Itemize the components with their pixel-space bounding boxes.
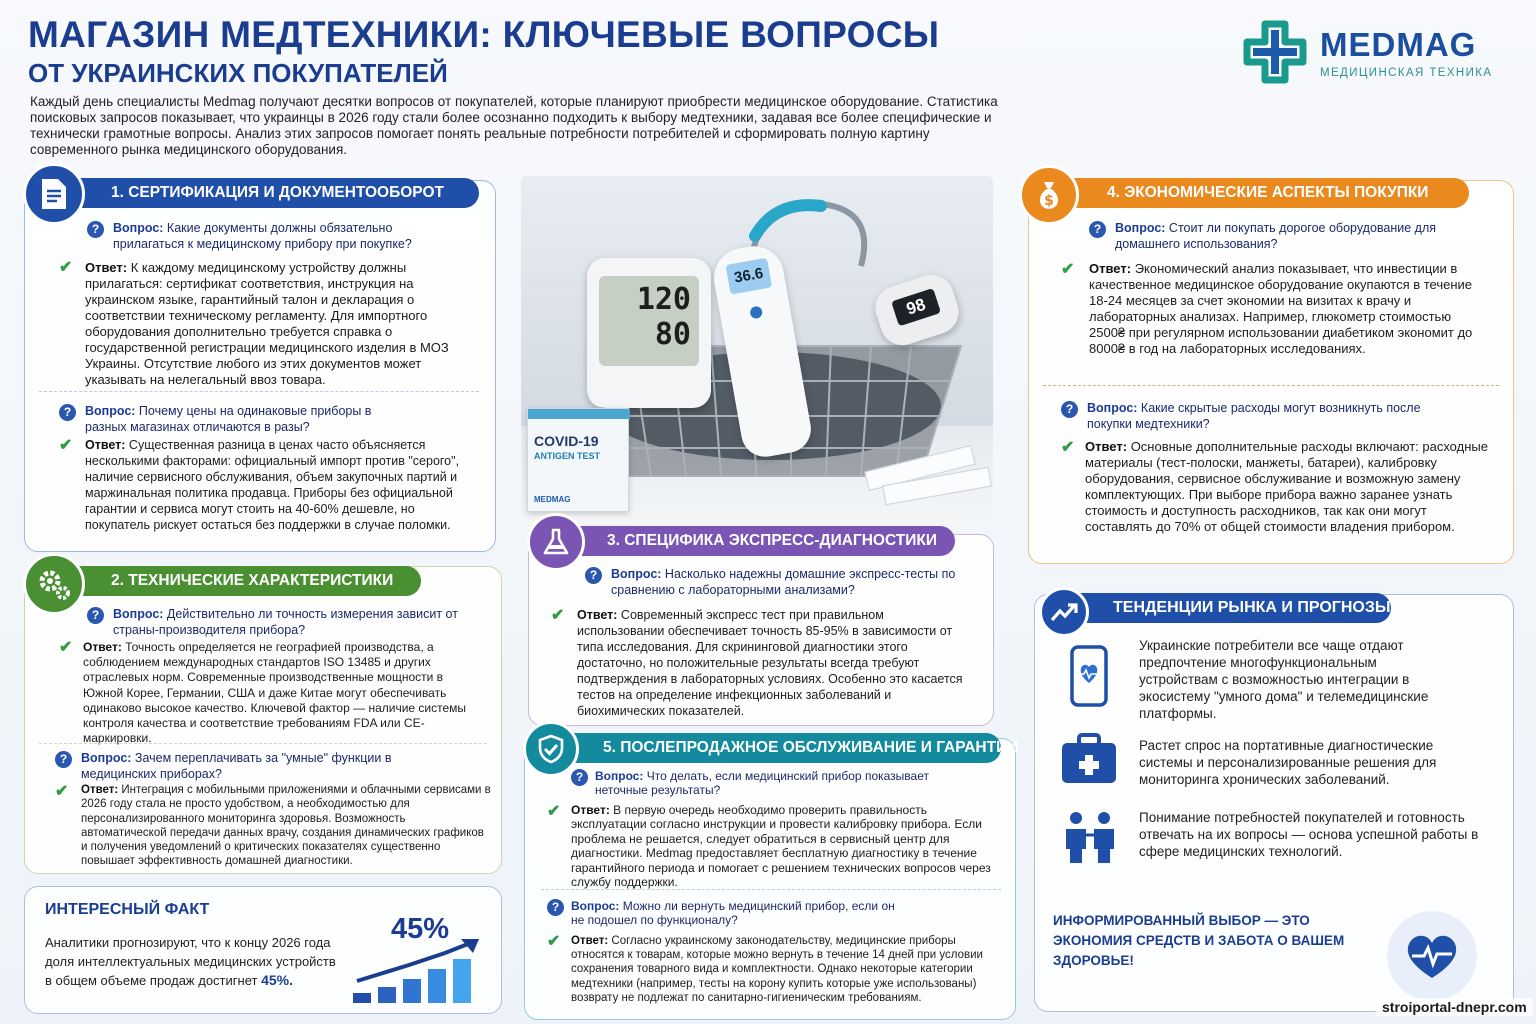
divider (1043, 385, 1499, 386)
question-label: Вопрос: (113, 607, 164, 621)
blood-pressure-monitor (587, 258, 711, 408)
section-4-question-1: Стоит ли покупать дорогое оборудование для домашнего использования? (1115, 221, 1437, 251)
logo-name: MEDMAG (1320, 26, 1477, 63)
section-5-answer-2: Согласно украинскому законодательству, медицинские приборы относятся к товарам, которые можно вернуть в течение 14 дней при условии сохранения товарного вида и комплектности. Однако некоторые категории медтехники (например, тесты на корону купить которые уже использованы) возврату не подлежат по санитарно-гигиеническим требованиям. (571, 935, 983, 1004)
question-icon: ? (547, 899, 564, 916)
question-icon: ? (55, 751, 72, 768)
check-icon: ✔ (551, 607, 565, 624)
fact-card (24, 886, 502, 1014)
thermometer-reading: 36.6 (726, 258, 773, 295)
flask-icon (527, 513, 585, 571)
section-2-title: 2. ТЕХНИЧЕСКИЕ ХАРАКТЕРИСТИКИ (69, 566, 421, 596)
section-3-answer-1: Современный экспресс тест при правильном использовании обеспечивает точность 85-95% в зависимости от типа исследования. Для скрининговой диагностики этого достаточно, но положительные результаты всегда требуют подтверждения в лабораторных условиях. Особенно это касается тестов на определение инфекционных заболеваний и биохимических показателей. (577, 608, 963, 718)
check-icon: ✔ (1061, 439, 1075, 456)
section-3-title: 3. СПЕЦИФИКА ЭКСПРЕСС-ДИАГНОСТИКИ (565, 526, 955, 556)
section-5-question-1: Что делать, если медицинский прибор показывает неточные результаты? (595, 769, 929, 797)
fact-big-number: 45% (391, 913, 450, 945)
page-title: МАГАЗИН МЕДТЕХНИКИ: КЛЮЧЕВЫЕ ВОПРОСЫ (28, 14, 940, 55)
monitor-diastolic: 80 (654, 317, 691, 352)
question-icon: ? (1089, 221, 1106, 238)
question-icon: ? (87, 221, 104, 238)
medical-cross-icon (1243, 20, 1307, 84)
question-label: Вопрос: (85, 404, 136, 418)
section-1-answer-2: Существенная разница в ценах часто объясняется несколькими факторами: официальный импорт против "серого", наличие сервисного обслуживания, объем закупочных партий и маржинальная политика продавца. Приборы без официальной гарантии и сервиса могут стоить на 40-60% дешевле, но покупатель рискует остаться без поддержки в случае поломки. (85, 438, 460, 532)
question-icon: ? (571, 769, 588, 786)
section-4-question-2: Какие скрытые расходы могут возникнуть после покупки медтехники? (1087, 401, 1421, 431)
trend-item-3: Понимание потребностей покупателей и готовность отвечать на их вопросы — основа успешной работы в сфере медицинских технологий. (1139, 810, 1479, 859)
watermark: stroiportal-dnepr.com (1376, 998, 1533, 1016)
check-icon: ✔ (547, 803, 561, 820)
section-1-question-1: Какие документы должны обязательно прилагаться к медицинскому прибору при покупке? (113, 221, 412, 251)
section-5-question-2: Можно ли вернуть медицинский прибор, если он не подошел по функционалу? (571, 899, 895, 927)
divider (39, 743, 487, 744)
monitor-systolic: 120 (636, 282, 691, 317)
trends-tagline: ИНФОРМИРОВАННЫЙ ВЫБОР — ЭТО ЭКОНОМИЯ СРЕДСТВ И ЗАБОТА О ВАШЕМ ЗДОРОВЬЕ! (1053, 913, 1345, 968)
covid-test-box (527, 408, 629, 512)
section-5-title: 5. ПОСЛЕПРОДАЖНОЕ ОБСЛУЖИВАНИЕ И ГАРАНТИИ (561, 733, 1001, 763)
svg-text:$: $ (1044, 193, 1054, 209)
question-icon: ? (59, 404, 76, 421)
answer-label: Ответ: (571, 935, 609, 947)
section-3-question-1: Насколько надежны домашние экспресс-тесты по сравнению с лабораторными анализами? (611, 567, 956, 597)
fact-body: Аналитики прогнозируют, что к концу 2026 года доля интеллектуальных медицинских устройств в общем объеме продаж достигнет (45, 935, 336, 988)
answer-label: Ответ: (83, 640, 122, 654)
answer-label: Ответ: (85, 438, 126, 452)
logo-subtitle: МЕДИЦИНСКАЯ ТЕХНИКА (1320, 67, 1493, 79)
section-1-card (24, 180, 496, 552)
gears-icon (23, 553, 85, 615)
section-2-answer-1: Точность определяется не географией производства, а соблюдением международных стандартов ISO 13485 и других отраслевых норм. Современные производственные мощности в Южной Корее, Германии, США и даже Китае могут обеспечивать одинаково высокое качество. Ключевой фактор — наличие системы контроля качества и соответствие требованиям FDA или CE-маркировки. (83, 640, 467, 746)
section-1-title: 1. СЕРТИФИКАЦИЯ И ДОКУМЕНТООБОРОТ (69, 178, 479, 208)
question-label: Вопрос: (571, 899, 620, 913)
question-label: Вопрос: (611, 567, 662, 581)
answer-label: Ответ: (577, 608, 618, 622)
section-2-answer-2: Интеграция с мобильными приложениями и облачными сервисами в 2026 году стала не просто удобством, а необходимостью для персонализированного мониторинга здоровья. Возможность автоматической передачи данных врачу, создания динамических графиков и получения уведомлений о критических показателях существенно повышает эффективность домашней диагностики. (81, 784, 491, 868)
trends-card (1034, 594, 1514, 1012)
medical-kit-icon (1059, 733, 1119, 785)
section-5-answer-1: В первую очередь необходимо проверить правильность эксплуатации согласно инструкции и провести калибровку прибора. Если проблема не решается, следует обратиться в сервисный центр для диагностики. Medmag предоставляет бесплатную диагностику в течение гарантийного периода и помогает с решением технических вопросов через службу поддержки. (571, 803, 991, 890)
section-3-card (528, 534, 994, 726)
trend-item-2: Растет спрос на портативные диагностические системы и персонализированные решения для мониторинга хронических заболеваний. (1139, 738, 1437, 787)
section-1-question-2: Почему цены на одинаковые приборы в разных магазинах отличаются в разы? (85, 404, 372, 434)
medmag-logo[interactable] (1243, 20, 1513, 82)
question-label: Вопрос: (81, 751, 132, 765)
section-1-answer-1: К каждому медицинскому устройству должны прилагаться: сертификат соответствия, инструкция на украинском языке, гарантийный талон и декларация о соответствии техническому регламенту. Для импортного оборудования дополнительно требуется справка о государственной регистрации медицинского изделия в МОЗ Украины. Отсутствие любого из этих документов может указывать на нелегальный ввоз товара. (85, 260, 449, 387)
heart-pulse-icon (1387, 911, 1477, 1001)
shield-check-icon (523, 721, 579, 777)
test-box-subtitle: ANTIGEN TEST (534, 451, 601, 461)
product-photo (521, 176, 993, 524)
fact-title: ИНТЕРЕСНЫЙ ФАКТ (45, 901, 210, 918)
section-2-question-1: Действительно ли точность измерения зависит от страны-производителя прибора? (113, 607, 458, 637)
answer-label: Ответ: (1085, 439, 1128, 454)
question-label: Вопрос: (595, 769, 644, 783)
divider (39, 391, 479, 392)
answer-label: Ответ: (1089, 261, 1132, 276)
check-icon: ✔ (547, 933, 561, 950)
question-icon: ? (585, 567, 602, 584)
check-icon: ✔ (59, 639, 73, 656)
trend-item-1: Украинские потребители все чаще отдают предпочтение многофункциональным устройствам с возможностью интеграции в экосистему "умного дома" и телемедицинские платформы. (1139, 638, 1429, 721)
check-icon: ✔ (55, 783, 69, 800)
people-icon (1061, 809, 1119, 865)
check-icon: ✔ (59, 437, 73, 454)
test-box-title: COVID-19 (534, 433, 599, 449)
growth-chart-icon (349, 939, 489, 1005)
trend-up-icon (1039, 587, 1089, 637)
oximeter-reading: 98 (891, 288, 941, 326)
check-icon: ✔ (59, 259, 73, 276)
question-icon: ? (87, 607, 104, 624)
section-4-answer-2: Основные дополнительные расходы включают: расходные материалы (тест-полоски, манжеты, батареи), калибровку оборудования, сервисное обслуживание и возможную замену комплектующих. При выборе прибора важно заранее узнать стоимость и доступность расходников, так как они могут составлять до 70% от общей стоимости владения прибором. (1085, 439, 1488, 534)
question-label: Вопрос: (113, 221, 164, 235)
fact-text (45, 933, 345, 990)
question-label: Вопрос: (1115, 221, 1166, 235)
smartphone-heart-icon (1069, 645, 1109, 707)
trends-title: ТЕНДЕНЦИИ РЫНКА И ПРОГНОЗЫ (1071, 593, 1391, 623)
money-bag-icon (1019, 165, 1079, 225)
answer-label: Ответ: (571, 803, 610, 817)
section-4-answer-1: Экономический анализ показывает, что инвестиции в качественное медицинское оборудование окупаются в течение 18-24 месяцев за счет экономии на визитах к врачу и лабораторных анализах. Например, глюкометр стоимостью 2500₴ при регулярном использовании диабетиком экономит до 8000₴ в год на лабораторных исследованиях. (1089, 261, 1473, 356)
section-2-card (24, 566, 502, 874)
page-subtitle: ОТ УКРАИНСКИХ ПОКУПАТЕЛЕЙ (28, 58, 448, 88)
document-icon (23, 163, 85, 225)
section-2-question-2: Зачем переплачивать за "умные" функции в медицинских приборах? (81, 751, 392, 781)
check-icon: ✔ (1061, 261, 1075, 278)
question-label: Вопрос: (1087, 401, 1138, 415)
intro-paragraph: Каждый день специалисты Medmag получают десятки вопросов от покупателей, которые планируют приобрести медицинское оборудование. Статистика поисковых запросов показывает, что украинцы в 2026 году стали более осознанно подходить к выбору медтехники, задавая все более специфические и технически грамотные вопросы. Анализ этих запросов помогает понять реальные потребности потребителей и сформировать полную картину современного рынка медицинского оборудования. (30, 94, 998, 157)
section-5-card (524, 738, 1019, 1020)
divider (541, 889, 1001, 890)
section-4-title: 4. ЭКОНОМИЧЕСКИЕ АСПЕКТЫ ПОКУПКИ (1065, 178, 1469, 208)
test-box-brand: MEDMAG (534, 495, 571, 504)
answer-label: Ответ: (81, 784, 119, 796)
answer-label: Ответ: (85, 260, 128, 275)
section-4-card (1028, 180, 1514, 564)
question-icon: ? (1061, 401, 1078, 418)
fact-highlight: 45%. (261, 972, 293, 988)
